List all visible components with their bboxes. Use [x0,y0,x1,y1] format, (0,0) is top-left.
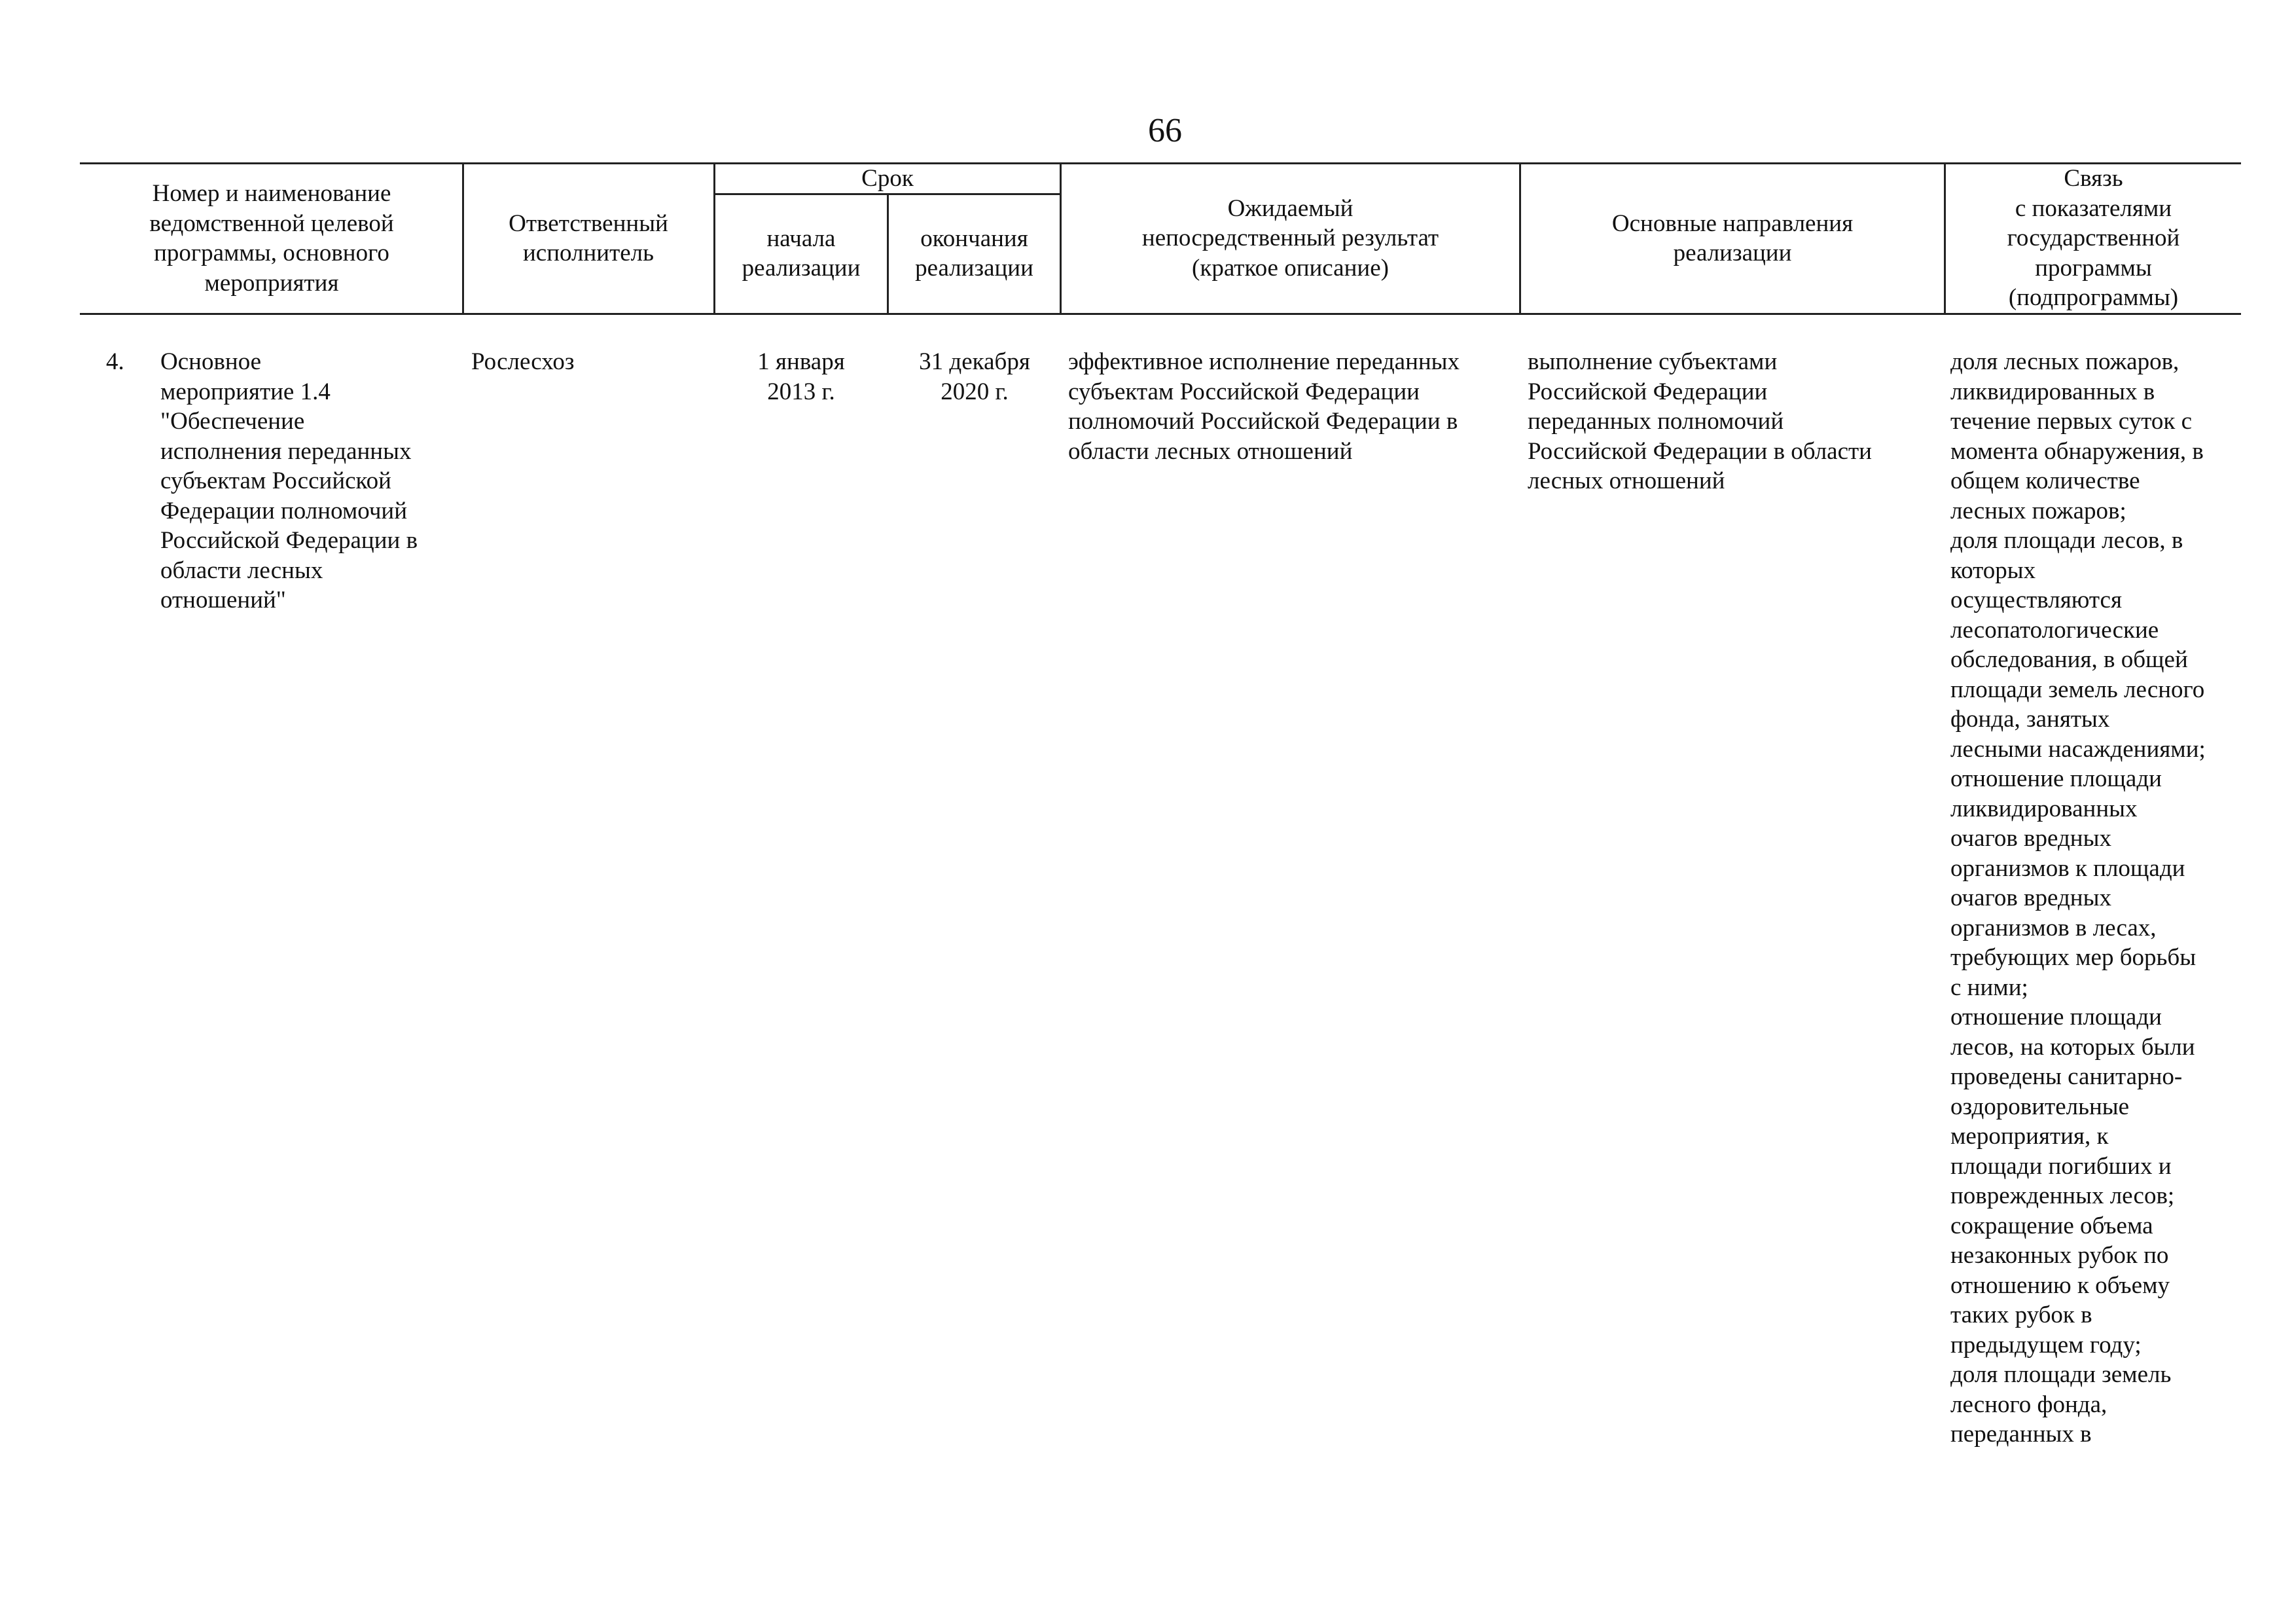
row-expected-result-line: полномочий Российской Федерации в [1068,408,1458,435]
row-indicators-line: отношение площади [1950,1004,2162,1030]
row-program-name-line: Российской Федерации в [160,527,418,554]
row-indicators-line: поврежденных лесов; [1950,1182,2175,1209]
row-indicators-line: лесов, на которых были [1950,1033,2195,1061]
row-end-date-line: 31 декабря [919,348,1030,375]
header-end-line: реализации [915,255,1033,282]
row-indicators-line: лесного фонда, [1950,1391,2108,1418]
page-number: 66 [1148,112,1182,149]
row-indicators-line: осуществляются [1950,587,2122,613]
row-indicators-line: организмов в лесах, [1950,914,2157,941]
header-start-line: начала [766,225,836,252]
row-indicators-line: лесными насаждениями; [1950,735,2206,763]
row-indicators-line: фонда, занятых [1950,706,2110,733]
row-indicators-line: лесных пожаров; [1950,497,2126,524]
row-indicators-line: которых [1950,556,2036,584]
row-directions-line: Российской Федерации [1528,378,1768,405]
row-program-name-line: Основное [160,348,262,375]
header-program-name-line: ведомственной целевой [149,210,394,237]
row-start-date-line: 2013 г. [767,378,835,405]
header-end-line: окончания [920,225,1028,252]
header-program-name-line: программы, основного [154,240,389,266]
row-indicators-line: переданных в [1950,1421,2092,1448]
row-indicators-line: доля площади земель [1950,1361,2172,1388]
row-indicators-line: таких рубок в [1950,1302,2092,1328]
header-indicators-line: с показателями [2015,194,2172,222]
header-expected-result [1062,165,1519,312]
row-indicators-line: организмов к площади [1950,854,2185,882]
row-indicators-line: доля лесных пожаров, [1950,348,2179,375]
row-directions-line: переданных полномочий [1528,408,1784,435]
header-directions [1521,165,1944,312]
table-top-border [80,162,2241,164]
row-indicators-line: отношение площади [1950,765,2162,792]
row-program-name-line: "Обеспечение [160,408,305,435]
row-expected-result [1068,347,1518,466]
row-program-name-line: области лесных [160,556,323,584]
header-executor [464,165,713,312]
row-expected-result-line: эффективное исполнение переданных [1068,348,1460,375]
header-program-name [82,165,461,312]
header-directions-line: Основные направления [1611,210,1854,237]
header-srok-label: Срок [861,164,914,192]
header-executor-line: Ответственный [509,210,668,237]
row-indicators-line: ликвидированных [1950,795,2138,822]
row-program-name-line: субъектам Российской [160,467,391,494]
row-program-name-line: исполнения переданных [160,437,412,465]
row-expected-result-line: области лесных отношений [1068,437,1353,465]
row-indicators-line: доля площади лесов, в [1950,527,2183,554]
header-expected-result-line: непосредственный результат [1141,225,1439,252]
row-indicators-line: ликвидированных в [1950,378,2155,405]
row-indicators-line: оздоровительные [1950,1093,2130,1120]
header-directions-line: реализации [1673,240,1792,266]
row-start-date-line: 1 января [757,348,845,375]
header-bottom-border [80,313,2241,315]
row-end-date-line: 2020 г. [941,378,1009,405]
header-start [715,195,887,312]
row-indicators-line: течение первых суток с [1950,408,2193,435]
header-expected-result-line: (краткое описание) [1192,254,1389,282]
header-indicators-line: программы [2035,254,2152,282]
row-directions-line: лесных отношений [1528,467,1725,494]
header-end [889,195,1060,312]
row-indicators-line: требующих мер борьбы [1950,944,2197,971]
row-indicators-line: проведены санитарно- [1950,1063,2183,1090]
row-start-date [715,347,887,407]
row-expected-result-line: субъектам Российской Федерации [1068,378,1420,405]
row-indicators-line: общем количестве [1950,467,2140,494]
row-program-name-line: отношений" [160,587,286,613]
row-indicators-line: незаконных рубок по [1950,1242,2169,1269]
row-number: 4. [106,348,124,375]
row-directions-line: выполнение субъектами [1528,348,1778,375]
header-start-line: реализации [742,255,861,282]
row-indicators-line: предыдущем году; [1950,1331,2142,1359]
row-program-name-line: мероприятие 1.4 [160,378,331,405]
row-indicators-line: мероприятия, к [1950,1123,2109,1150]
row-directions-line: Российской Федерации в области [1528,437,1872,465]
row-indicators [1950,347,2241,1450]
row-directions [1528,347,1944,496]
header-indicators-line: государственной [2007,225,2180,252]
row-indicators-line: площади погибших и [1950,1152,2172,1180]
header-indicators-line: (подпрограммы) [2008,284,2179,312]
header-program-name-line: Номер и наименование [152,180,391,207]
row-indicators-line: момента обнаружения, в [1950,437,2204,465]
header-indicators-line: Связь [2064,165,2123,192]
header-executor-line: исполнитель [522,240,655,266]
row-end-date [889,347,1060,407]
row-indicators-line: с ними; [1950,974,2028,1001]
row-indicators-line: очагов вредных [1950,825,2111,852]
row-indicators-line: лесопатологические [1950,616,2159,644]
row-executor: Рослесхоз [471,348,575,375]
row-program-name [160,347,461,615]
header-expected-result-line: Ожидаемый [1227,194,1354,222]
header-indicators [1946,164,2241,313]
row-indicators-line: сокращение объема [1950,1212,2153,1239]
row-indicators-line: обследования, в общей [1950,646,2188,673]
header-program-name-line: мероприятия [204,269,339,297]
row-indicators-line: площади земель лесного [1950,676,2205,703]
row-indicators-line: очагов вредных [1950,884,2111,911]
header-srok [715,164,1060,193]
row-program-name-line: Федерации полномочий [160,497,408,524]
row-indicators-line: отношению к объему [1950,1271,2170,1299]
